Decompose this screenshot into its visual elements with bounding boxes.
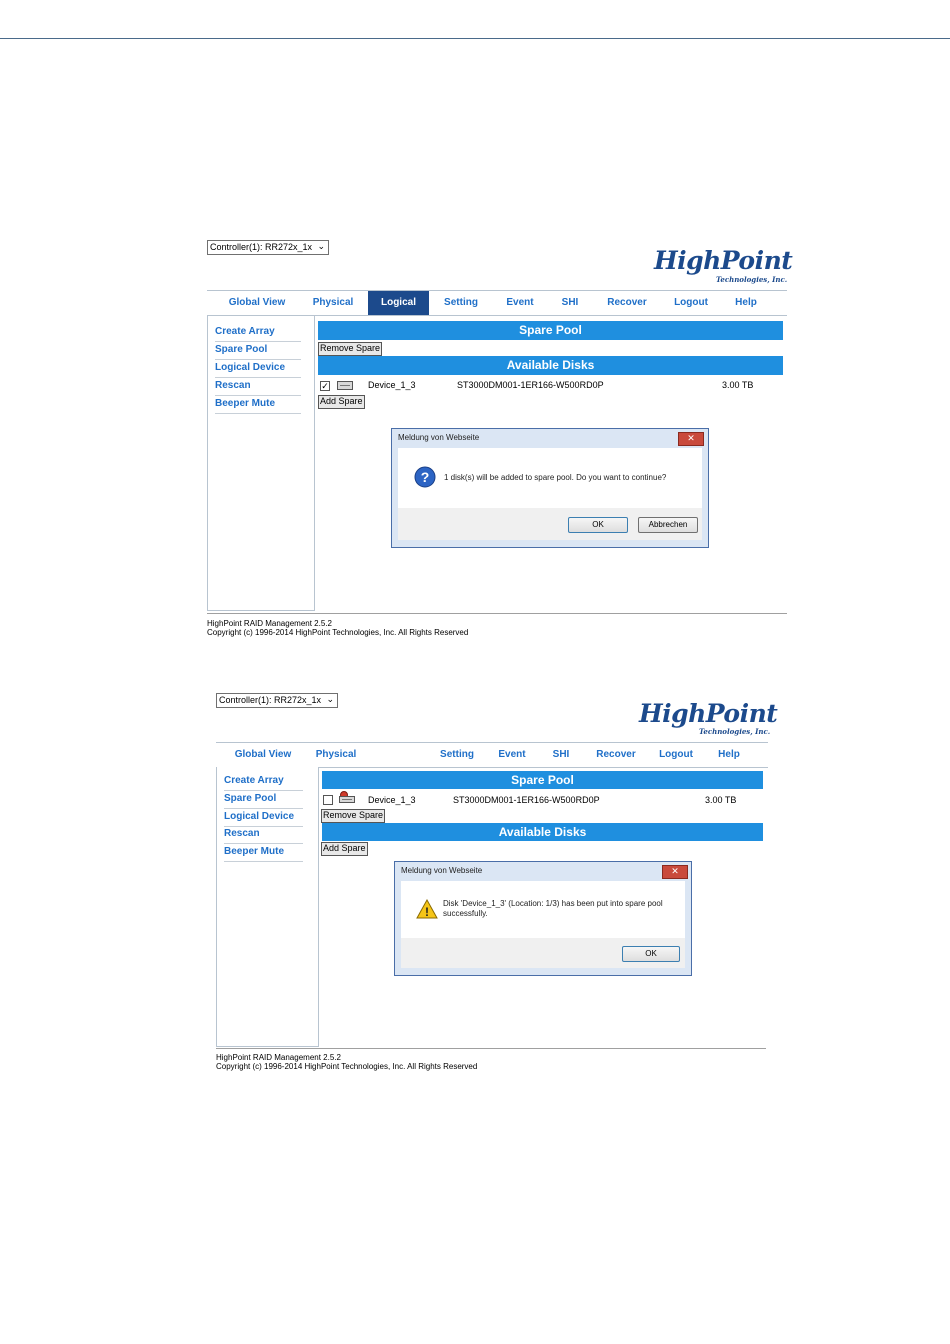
disk-checkbox[interactable]: ✓ <box>321 381 329 391</box>
logo-text: HighPoint <box>654 246 793 275</box>
controller-select[interactable] <box>216 693 338 708</box>
disk-size: 3.00 TB <box>722 380 754 390</box>
spare-disk-device-name: Device_1_3 <box>368 795 416 805</box>
sidebar-item-logical-device[interactable]: Logical Device <box>215 360 301 378</box>
tab-shi[interactable]: SHI <box>561 297 579 308</box>
sidebar-item-create-array[interactable]: Create Array <box>215 324 301 342</box>
main-navbar <box>207 290 787 316</box>
tab-event[interactable]: Event <box>506 297 534 308</box>
spare-disk-size: 3.00 TB <box>705 795 737 805</box>
footer-version: HighPoint RAID Management 2.5.2 <box>207 619 332 628</box>
dialog-message: 1 disk(s) will be added to spare pool. Do you want to continue? <box>444 473 667 482</box>
tab-logical[interactable]: Logical <box>368 291 429 315</box>
dialog-body <box>401 881 685 938</box>
svg-text:?: ? <box>420 469 430 485</box>
add-spare-button[interactable]: Add Spare <box>321 842 368 856</box>
close-icon[interactable]: ✕ <box>678 432 704 446</box>
tab-logout[interactable]: Logout <box>674 297 708 308</box>
logo-subtitle: Technologies, Inc. <box>699 727 771 736</box>
dialog-message: Disk 'Device_1_3' (Location: 1/3) has been put into spare pool successfully. <box>443 899 663 918</box>
remove-spare-button[interactable]: Remove Spare <box>321 809 385 823</box>
sidebar-item-spare-pool[interactable]: Spare Pool <box>215 342 301 360</box>
dialog-footer <box>401 938 685 968</box>
info-dialog <box>394 861 692 976</box>
sidebar <box>216 767 319 1047</box>
logo-text: HighPoint <box>639 699 778 728</box>
remove-spare-button[interactable]: Remove Spare <box>318 342 382 356</box>
sidebar-item-spare-pool[interactable]: Spare Pool <box>224 791 303 809</box>
sidebar-item-rescan[interactable]: Rescan <box>215 378 301 396</box>
main-navbar <box>216 742 768 768</box>
controller-select-value: Controller(1): RR272x_1x <box>210 242 313 252</box>
disk-device-name: Device_1_3 <box>368 380 416 390</box>
tab-physical[interactable]: Physical <box>312 297 354 308</box>
sidebar <box>207 316 315 611</box>
question-icon <box>414 466 436 488</box>
tab-global-view[interactable]: Global View <box>228 297 286 308</box>
spare-disk-checkbox[interactable] <box>323 795 333 805</box>
spare-pool-header: Spare Pool <box>318 321 783 340</box>
footer-rule <box>207 613 787 614</box>
svg-text:!: ! <box>425 905 429 919</box>
tab-shi[interactable]: SHI <box>552 749 570 760</box>
spare-pool-header: Spare Pool <box>322 771 763 789</box>
confirm-dialog <box>391 428 709 548</box>
footer-copyright: Copyright (c) 1996-2014 HighPoint Technologies, Inc. All Rights Reserved <box>207 628 469 637</box>
controller-select-value: Controller(1): RR272x_1x <box>219 695 322 705</box>
spare-disk-icon <box>339 791 355 804</box>
sidebar-item-beeper-mute[interactable]: Beeper Mute <box>215 396 301 414</box>
tab-recover[interactable]: Recover <box>596 749 636 760</box>
footer-copyright: Copyright (c) 1996-2014 HighPoint Technologies, Inc. All Rights Reserved <box>216 1062 478 1071</box>
close-icon[interactable]: ✕ <box>662 865 688 879</box>
dialog-footer <box>398 508 702 540</box>
add-spare-button[interactable]: Add Spare <box>318 395 365 409</box>
screenshot-spare-added <box>215 691 778 1075</box>
highpoint-logo <box>654 246 792 275</box>
page-top-rule <box>0 38 950 39</box>
tab-physical[interactable]: Physical <box>315 749 357 760</box>
sidebar-item-rescan[interactable]: Rescan <box>224 826 303 844</box>
warning-icon <box>416 899 438 919</box>
highpoint-logo <box>639 699 777 728</box>
tab-global-view[interactable]: Global View <box>234 749 292 760</box>
dialog-title: Meldung von Webseite <box>398 433 480 442</box>
cancel-button[interactable]: Abbrechen <box>638 517 698 533</box>
tab-setting[interactable]: Setting <box>444 297 478 308</box>
tab-event[interactable]: Event <box>498 749 526 760</box>
footer-rule <box>216 1048 766 1049</box>
tab-recover[interactable]: Recover <box>607 297 647 308</box>
footer-version: HighPoint RAID Management 2.5.2 <box>216 1053 341 1062</box>
screenshot-confirm-add-spare <box>206 238 793 640</box>
tab-help[interactable]: Help <box>718 749 740 760</box>
logo-subtitle: Technologies, Inc. <box>716 275 788 284</box>
sidebar-item-create-array[interactable]: Create Array <box>224 773 303 791</box>
spare-disk-model: ST3000DM001-1ER166-W500RD0P <box>453 795 600 805</box>
available-disks-header: Available Disks <box>322 823 763 841</box>
available-disks-header: Available Disks <box>318 356 783 375</box>
tab-logout[interactable]: Logout <box>659 749 693 760</box>
tab-help[interactable]: Help <box>735 297 757 308</box>
dialog-title: Meldung von Webseite <box>401 866 483 875</box>
disk-model: ST3000DM001-1ER166-W500RD0P <box>457 380 604 390</box>
chevron-down-icon: ⌄ <box>317 241 326 251</box>
sidebar-item-logical-device[interactable]: Logical Device <box>224 809 303 827</box>
chevron-down-icon: ⌄ <box>326 694 335 704</box>
controller-select[interactable] <box>207 240 329 255</box>
tab-setting[interactable]: Setting <box>440 749 474 760</box>
ok-button[interactable]: OK <box>568 517 628 533</box>
dialog-body <box>398 448 702 508</box>
sidebar-item-beeper-mute[interactable]: Beeper Mute <box>224 844 303 862</box>
hard-disk-icon <box>337 381 353 390</box>
ok-button[interactable]: OK <box>622 946 680 962</box>
